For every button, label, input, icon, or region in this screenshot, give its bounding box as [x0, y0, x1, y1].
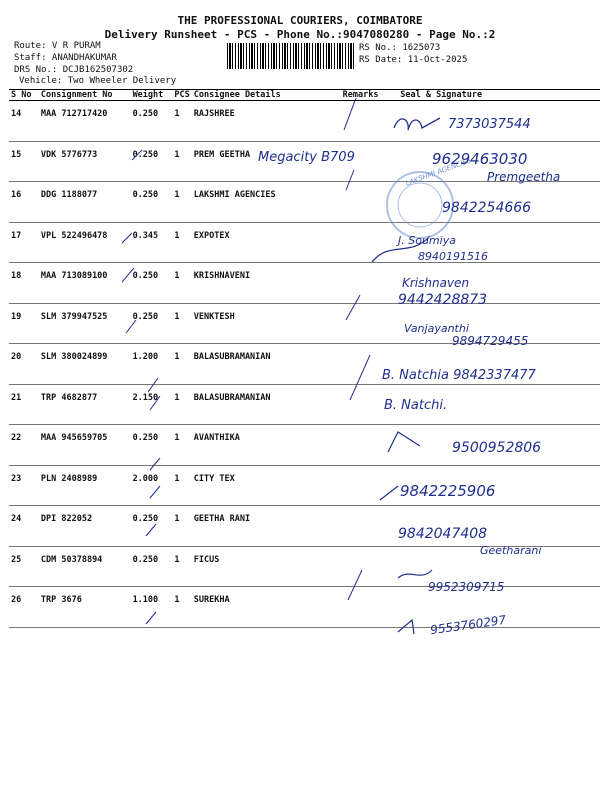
handwritten-name-18: Krishnaven — [402, 276, 470, 290]
consignee-name: EXPOTEX — [192, 222, 341, 263]
handwritten-note-21: B. Natchi. — [384, 398, 448, 413]
weight: 0.250 — [131, 546, 173, 587]
weight: 0.250 — [131, 506, 173, 547]
handwritten-phone-24: 9842047408 — [398, 526, 488, 542]
consignee-name: RAJSHREE — [192, 101, 341, 142]
handwritten-phone-22: 9500952806 — [452, 440, 542, 456]
tick-mark — [146, 612, 156, 624]
signature-25 — [398, 570, 432, 578]
consignment-no: TRP 4682877 — [39, 384, 131, 425]
document-title: THE PROFESSIONAL COURIERS, COIMBATORE — [177, 14, 423, 27]
weight: 0.250 — [131, 141, 173, 182]
handwritten-note-20: B. Natchia 9842337477 — [382, 368, 536, 383]
col-pcs: PCS — [174, 90, 190, 100]
pieces: 1 — [172, 141, 191, 182]
signature-26 — [398, 620, 414, 634]
handwritten-name-15: Premgeetha — [487, 170, 561, 184]
row-sno: 23 — [9, 465, 39, 506]
col-consignee: Consignee Details — [192, 90, 341, 101]
tick-mark — [148, 378, 158, 392]
consignee-name: KRISHNAVENI — [192, 263, 341, 304]
weight: 0.250 — [131, 101, 173, 142]
row-sno: 18 — [9, 263, 39, 304]
consignment-no: TRP 3676 — [39, 587, 131, 628]
tick-mark — [126, 320, 136, 333]
remark-stroke — [346, 170, 354, 190]
pieces: 1 — [172, 263, 191, 304]
consignment-no: MAA 945659705 — [39, 425, 131, 466]
pieces: 1 — [172, 546, 191, 587]
consignment-no: DDG 1188077 — [39, 182, 131, 223]
row-sno: 22 — [9, 425, 39, 466]
consignee-name: CITY TEX — [192, 465, 341, 506]
weight: 0.250 — [131, 425, 173, 466]
pieces: 1 — [172, 384, 191, 425]
remark-stroke — [344, 98, 356, 130]
consignee-name: VENKTESH — [192, 303, 341, 344]
document-subtitle: Delivery Runsheet - PCS - Phone No.:9047080280 - Page No.:2 — [104, 28, 496, 41]
col-sno: S No — [9, 90, 39, 101]
consignment-no: PLN 2408989 — [39, 465, 131, 506]
pieces: 1 — [172, 303, 191, 344]
consignee-name: FICUS — [192, 546, 341, 587]
consignee-name: BALASUBRAMANIAN — [192, 384, 341, 425]
row-sno: 21 — [9, 384, 39, 425]
handwritten-name-24: Geetharani — [480, 544, 542, 557]
tick-mark — [122, 233, 132, 243]
pieces: 1 — [172, 101, 191, 142]
consignee-name: PREM GEETHA — [192, 141, 341, 182]
remark-stroke — [350, 355, 370, 400]
col-consignment: Consignment No — [39, 90, 131, 101]
drs-number: DRS No.: DCJB162507302 — [14, 65, 134, 75]
row-sno: 19 — [9, 303, 39, 344]
route-info: Route: V R PURAM — [14, 41, 101, 51]
signature-23 — [380, 486, 398, 500]
col-signature: Seal & Signature — [398, 90, 600, 101]
handwritten-phone-23: 9842225906 — [400, 482, 496, 500]
handwritten-phone-19: 9894729455 — [452, 334, 529, 348]
col-weight: Weight — [131, 90, 173, 101]
weight: 0.250 — [131, 263, 173, 304]
consignment-no: MAA 712717420 — [39, 101, 131, 142]
weight: 0.345 — [131, 222, 173, 263]
vehicle-info: Vehicle: Two Wheeler Delivery — [19, 76, 177, 86]
consignment-no: SLM 380024899 — [39, 344, 131, 385]
row-sno: 25 — [9, 546, 39, 587]
rs-number: RS No.: 1625073 — [359, 43, 441, 53]
consignment-no: SLM 379947525 — [39, 303, 131, 344]
row-sno: 16 — [9, 182, 39, 223]
pieces: 1 — [172, 465, 191, 506]
row-sno: 26 — [9, 587, 39, 628]
tick-mark — [132, 150, 142, 160]
stamp-text: LAKSHMI AGENCIES — [404, 156, 473, 188]
tick-mark — [150, 396, 160, 410]
row-sno: 24 — [9, 506, 39, 547]
remark-stroke — [348, 570, 362, 600]
pieces: 1 — [172, 506, 191, 547]
weight: 2.150 — [131, 384, 173, 425]
consignment-no: MAA 713089100 — [39, 263, 131, 304]
staff-info: Staff: ANANDHAKUMAR — [14, 53, 117, 63]
handwritten-phone-25: 9952309715 — [428, 580, 505, 594]
consignment-no: VPL 522496478 — [39, 222, 131, 263]
consignment-no: VDK 5776773 — [39, 141, 131, 182]
handwritten-phone-18: 9442428873 — [398, 292, 488, 308]
tick-mark — [146, 524, 156, 536]
tick-mark — [150, 486, 160, 498]
signature-22 — [388, 432, 420, 452]
consignee-name: BALASUBRAMANIAN — [192, 344, 341, 385]
consignment-no: DPI 822052 — [39, 506, 131, 547]
tick-mark — [122, 268, 134, 282]
tick-mark — [150, 458, 160, 470]
consignee-name: SUREKHA — [192, 587, 341, 628]
handwritten-phone-16: 9842254666 — [442, 200, 532, 216]
pieces: 1 — [172, 222, 191, 263]
consignee-name: GEETHA RANI — [192, 506, 341, 547]
handwritten-phone-14: 7373037544 — [448, 117, 531, 132]
weight: 2.000 — [131, 465, 173, 506]
pieces: 1 — [172, 182, 191, 223]
remark-stroke — [346, 295, 360, 320]
row-sno: 15 — [9, 141, 39, 182]
consignment-no: CDM 50378894 — [39, 546, 131, 587]
row-sno: 14 — [9, 101, 39, 142]
handwritten-phone-17: 8940191516 — [418, 250, 488, 263]
rs-date: RS Date: 11-Oct-2025 — [359, 55, 468, 65]
consignee-name: AVANTHIKA — [192, 425, 341, 466]
handwritten-name-19: Vanjayanthi — [404, 322, 469, 335]
weight: 1.100 — [131, 587, 173, 628]
consignee-name: LAKSHMI AGENCIES — [192, 182, 341, 223]
weight: 0.250 — [131, 303, 173, 344]
handwritten-name-17: J. Soumiya — [398, 234, 456, 247]
handwritten-phone-26: 9553760297 — [429, 612, 507, 638]
weight: 1.200 — [131, 344, 173, 385]
signature-14 — [394, 118, 440, 130]
weight: 0.250 — [131, 182, 173, 223]
pieces: 1 — [172, 587, 191, 628]
row-sno: 20 — [9, 344, 39, 385]
row-sno: 17 — [9, 222, 39, 263]
handwritten-phone-15: 9629463030 — [432, 150, 528, 168]
pieces: 1 — [172, 344, 191, 385]
handwritten-address-15: Megacity B709 — [258, 150, 355, 165]
pieces: 1 — [172, 425, 191, 466]
col-remarks: Remarks — [341, 90, 399, 101]
